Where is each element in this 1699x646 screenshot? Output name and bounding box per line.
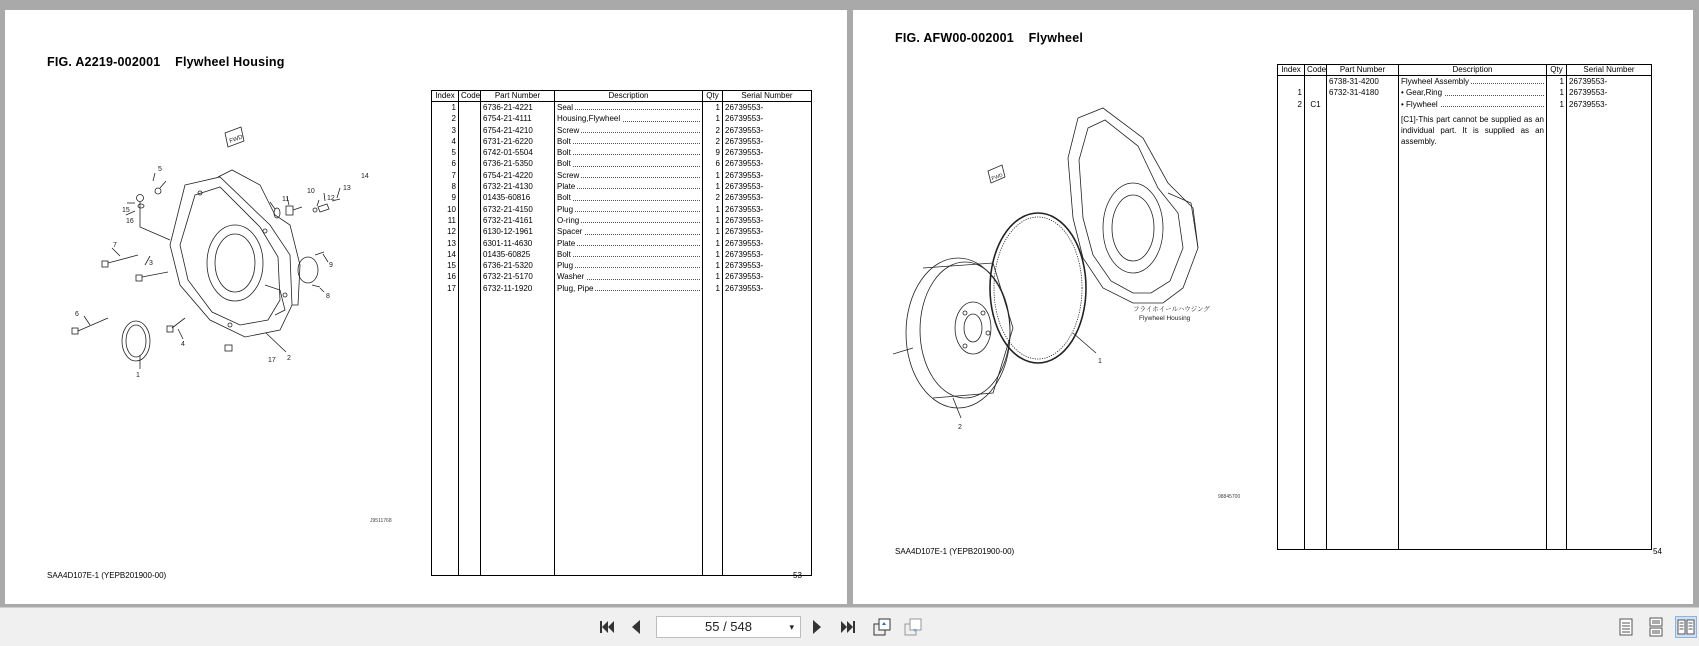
cell-qty: 2 <box>703 192 723 203</box>
cell-qty: 1 <box>703 113 723 124</box>
cell-part-number: 6742-01-5504 <box>481 147 555 158</box>
cell-qty: 6 <box>703 158 723 169</box>
continuous-view-icon <box>1647 617 1665 637</box>
table-row <box>1278 99 1652 110</box>
cell-index: 1 <box>432 102 459 114</box>
callout-16: 16 <box>126 218 134 225</box>
cell-serial-number: 26739553- <box>723 158 812 169</box>
table-cell-empty <box>703 294 723 575</box>
cell-description: Bolt <box>555 147 703 158</box>
table-row <box>432 170 812 181</box>
cell-serial-number: 26739553- <box>723 170 812 181</box>
header-qty: Qty <box>1547 65 1567 76</box>
cell-part-number: 6130-12-1961 <box>481 226 555 237</box>
cell-part-number: 6754-21-4210 <box>481 125 555 136</box>
cell-description: Plate <box>555 181 703 192</box>
cell-code <box>459 181 481 192</box>
cell-index: 17 <box>432 283 459 294</box>
cell-serial-number: 26739553- <box>723 271 812 282</box>
callout-1: 1 <box>136 372 140 379</box>
cell-qty: 1 <box>703 170 723 181</box>
fig-title: FIG. A2219-002001 Flywheel Housing <box>47 55 285 69</box>
fwd-arrow-icon <box>225 127 244 147</box>
cell-qty: 1 <box>703 271 723 282</box>
cell-code <box>459 215 481 226</box>
table-cell-empty <box>1278 147 1305 550</box>
table-row <box>432 192 812 203</box>
prev-page-button[interactable] <box>625 616 647 638</box>
cell-code <box>459 136 481 147</box>
cell-code <box>459 102 481 114</box>
cell-qty: 1 <box>1547 99 1567 110</box>
cell-part-number: 6732-21-4150 <box>481 204 555 215</box>
page-number: 53 <box>793 571 802 580</box>
next-page-button[interactable] <box>806 616 828 638</box>
cell-description: Bolt <box>555 249 703 260</box>
cell-serial-number: 26739553- <box>723 215 812 226</box>
first-page-icon <box>598 618 616 636</box>
table-header-row <box>1278 65 1652 76</box>
cell-serial-number: 26739553- <box>723 147 812 158</box>
footer-model: SAA4D107E-1 (YEPB201900-00) <box>47 571 167 580</box>
header-part-number: Part Number <box>1327 65 1399 76</box>
cell-description: Spacer <box>555 226 703 237</box>
cell-index: 8 <box>432 181 459 192</box>
header-serial-number: Serial Number <box>723 91 812 102</box>
footer-model: SAA4D107E-1 (YEPB201900-00) <box>895 547 1015 556</box>
drawing-code: J9511768 <box>370 518 392 524</box>
cell-serial-number: 26739553- <box>723 136 812 147</box>
prev-page-icon <box>627 618 645 636</box>
table-cell-empty <box>1305 147 1327 550</box>
cell-code <box>459 147 481 158</box>
cell-description: Plug, Pipe <box>555 283 703 294</box>
table-note: [C1]-This part cannot be supplied as an individual part. It is supplied as an assembly. <box>1399 110 1547 147</box>
cell-index: 13 <box>432 238 459 249</box>
two-page-view-icon <box>1677 617 1695 637</box>
cell-serial-number: 26739553- <box>1567 76 1652 88</box>
svg-text:FWD: FWD <box>228 134 244 145</box>
cell-part-number: 6732-21-5170 <box>481 271 555 282</box>
cell-description: Screw <box>555 125 703 136</box>
table-row <box>432 181 812 192</box>
cell-qty: 1 <box>703 181 723 192</box>
cell-qty: 1 <box>703 283 723 294</box>
table-cell-empty <box>723 294 812 575</box>
header-description: Description <box>1399 65 1547 76</box>
cell-code <box>459 271 481 282</box>
table-row <box>1278 76 1652 88</box>
cell-serial-number: 26739553- <box>723 113 812 124</box>
table-row <box>1278 87 1652 98</box>
callout-5: 5 <box>158 166 162 173</box>
cell-part-number: 6754-21-4220 <box>481 170 555 181</box>
table-row <box>432 260 812 271</box>
next-page-icon <box>808 618 826 636</box>
callout-1: 1 <box>1098 358 1102 365</box>
continuous-view-button[interactable] <box>1645 616 1667 638</box>
table-cell-empty <box>1567 147 1652 550</box>
drawing-label-jp: フライホイールハウジング <box>1133 306 1210 313</box>
cell-serial-number: 26739553- <box>1567 99 1652 110</box>
table-row <box>432 283 812 294</box>
cell-index: 7 <box>432 170 459 181</box>
callout-3: 3 <box>149 260 153 267</box>
cell-serial-number: 26739553- <box>723 283 812 294</box>
cell-code <box>459 158 481 169</box>
cell-code <box>459 226 481 237</box>
fwd-arrow-icon <box>988 165 1005 183</box>
cell-index: 15 <box>432 260 459 271</box>
cell-code <box>1305 87 1327 98</box>
cell-description: Plug <box>555 260 703 271</box>
header-part-number: Part Number <box>481 91 555 102</box>
cell-index: 12 <box>432 226 459 237</box>
table-row <box>432 238 812 249</box>
drawing-code: 98845700 <box>1218 494 1241 500</box>
callout-4: 4 <box>181 341 185 348</box>
left-page <box>5 10 847 604</box>
parts-table <box>1277 64 1652 550</box>
table-row <box>432 271 812 282</box>
cell-code <box>459 192 481 203</box>
cell-part-number: 01435-60816 <box>481 192 555 203</box>
cell-qty: 9 <box>703 147 723 158</box>
cell-index <box>1278 76 1305 88</box>
cell-qty: 1 <box>703 215 723 226</box>
cell-qty: 2 <box>703 136 723 147</box>
callout-11: 11 <box>282 196 290 203</box>
flywheel-housing-drawing <box>60 115 380 385</box>
table-cell-empty <box>1399 147 1547 550</box>
cell-index: 4 <box>432 136 459 147</box>
cell-index: 16 <box>432 271 459 282</box>
cell-index: 9 <box>432 192 459 203</box>
table-cell-empty <box>1327 147 1399 550</box>
cell-index: 10 <box>432 204 459 215</box>
table-filler-row <box>1278 147 1652 550</box>
cell-description: Bolt <box>555 136 703 147</box>
cell-code <box>459 113 481 124</box>
cell-code <box>459 283 481 294</box>
table-row <box>432 113 812 124</box>
callout-10: 10 <box>307 188 315 195</box>
cell-qty: 1 <box>703 204 723 215</box>
last-page-button[interactable] <box>837 616 859 638</box>
table-cell-empty <box>1547 147 1567 550</box>
cell-index: 5 <box>432 147 459 158</box>
table-filler-row <box>432 294 812 575</box>
header-code: Code <box>1305 65 1327 76</box>
table-cell-empty <box>432 294 459 575</box>
cell-part-number: 6754-21-4111 <box>481 113 555 124</box>
first-page-button[interactable] <box>596 616 618 638</box>
cell-qty: 1 <box>703 226 723 237</box>
cell-part-number: 6736-21-5350 <box>481 158 555 169</box>
single-page-view-icon <box>1617 617 1635 637</box>
cell-code <box>459 170 481 181</box>
cell-serial-number: 26739553- <box>723 260 812 271</box>
cell-description: • Flywheel <box>1399 99 1547 110</box>
cell-description: Housing,Flywheel <box>555 113 703 124</box>
cell-description: Plate <box>555 238 703 249</box>
table-cell-empty <box>481 294 555 575</box>
fig-title: FIG. AFW00-002001 Flywheel <box>895 31 1084 45</box>
table-row <box>432 226 812 237</box>
cell-code <box>459 249 481 260</box>
cell-part-number: 6732-21-4161 <box>481 215 555 226</box>
callout-7: 7 <box>113 242 117 249</box>
right-page <box>853 10 1693 604</box>
drawing-label-en: Flywheel Housing <box>1139 315 1191 322</box>
table-note-row <box>1278 110 1652 147</box>
cell-qty: 1 <box>703 238 723 249</box>
header-code: Code <box>459 91 481 102</box>
callout-6: 6 <box>75 311 79 318</box>
cell-description: Washer <box>555 271 703 282</box>
two-page-view-button[interactable] <box>1675 616 1697 638</box>
cell-description: Seal <box>555 102 703 114</box>
toggle-page-button[interactable] <box>902 616 924 638</box>
callout-9: 9 <box>329 262 333 269</box>
table-cell-empty <box>459 294 481 575</box>
cell-index: 6 <box>432 158 459 169</box>
single-page-view-button[interactable] <box>1615 616 1637 638</box>
table-row <box>432 158 812 169</box>
flywheel-drawing <box>893 98 1223 438</box>
table-row <box>432 125 812 136</box>
cell-serial-number: 26739553- <box>723 125 812 136</box>
header-serial-number: Serial Number <box>1567 65 1652 76</box>
cell-part-number: 6732-21-4130 <box>481 181 555 192</box>
cell-qty: 1 <box>1547 87 1567 98</box>
cell-serial-number: 26739553- <box>1567 87 1652 98</box>
cell-part-number: 6736-21-5320 <box>481 260 555 271</box>
cell-code: C1 <box>1305 99 1327 110</box>
table-cell-empty <box>1327 110 1399 147</box>
callout-15: 15 <box>122 207 130 214</box>
toggle-page-icon <box>903 617 923 637</box>
cell-description: • Gear,Ring <box>1399 87 1547 98</box>
cell-qty: 1 <box>703 260 723 271</box>
header-index: Index <box>1278 65 1305 76</box>
cell-code <box>459 238 481 249</box>
cell-serial-number: 26739553- <box>723 204 812 215</box>
cell-part-number: 6738-31-4200 <box>1327 76 1399 88</box>
cell-serial-number: 26739553- <box>723 192 812 203</box>
cell-code <box>459 125 481 136</box>
cell-index: 2 <box>432 113 459 124</box>
cell-serial-number: 26739553- <box>723 238 812 249</box>
cell-serial-number: 26739553- <box>723 249 812 260</box>
cell-index: 14 <box>432 249 459 260</box>
cell-code <box>1305 76 1327 88</box>
cell-part-number: 01435-60825 <box>481 249 555 260</box>
callout-8: 8 <box>326 293 330 300</box>
viewer-toolbar <box>0 607 1699 646</box>
cell-part-number: 6736-21-4221 <box>481 102 555 114</box>
cell-description: O-ring <box>555 215 703 226</box>
cell-part-number: 6732-31-4180 <box>1327 87 1399 98</box>
cell-index: 11 <box>432 215 459 226</box>
table-row <box>432 147 812 158</box>
callout-2: 2 <box>287 355 291 362</box>
parts-table <box>431 90 812 576</box>
cell-index: 3 <box>432 125 459 136</box>
table-row <box>432 136 812 147</box>
cell-qty: 1 <box>703 249 723 260</box>
cell-part-number: 6301-11-4630 <box>481 238 555 249</box>
cell-code <box>459 260 481 271</box>
cell-serial-number: 26739553- <box>723 226 812 237</box>
page-number: 54 <box>1653 547 1662 556</box>
table-row <box>432 204 812 215</box>
chevron-down-icon: ▾ <box>789 622 794 632</box>
cell-part-number <box>1327 99 1399 110</box>
cell-part-number: 6732-11-1920 <box>481 283 555 294</box>
page-number-select[interactable] <box>656 616 801 638</box>
header-index: Index <box>432 91 459 102</box>
cell-qty: 2 <box>703 125 723 136</box>
rotate-page-icon <box>872 617 892 637</box>
table-row <box>432 215 812 226</box>
svg-text:FWD: FWD <box>990 172 1004 183</box>
cell-description: Screw <box>555 170 703 181</box>
callout-14: 14 <box>361 173 369 180</box>
cell-index: 1 <box>1278 87 1305 98</box>
cell-index: 2 <box>1278 99 1305 110</box>
cell-part-number: 6731-21-6220 <box>481 136 555 147</box>
cell-description: Flywheel Assembly <box>1399 76 1547 88</box>
cell-serial-number: 26739553- <box>723 181 812 192</box>
cell-description: Bolt <box>555 192 703 203</box>
table-cell-empty <box>1305 110 1327 147</box>
cell-code <box>459 204 481 215</box>
table-cell-empty <box>1278 110 1305 147</box>
table-header-row <box>432 91 812 102</box>
table-cell-empty <box>1547 110 1567 147</box>
callout-17: 17 <box>268 357 276 364</box>
cell-description: Plug <box>555 204 703 215</box>
header-description: Description <box>555 91 703 102</box>
page-indicator: 55 / 548 <box>705 619 752 634</box>
table-row <box>432 102 812 114</box>
callout-13: 13 <box>343 185 351 192</box>
rotate-page-button[interactable] <box>871 616 893 638</box>
header-qty: Qty <box>703 91 723 102</box>
table-cell-empty <box>1567 110 1652 147</box>
cell-serial-number: 26739553- <box>723 102 812 114</box>
callout-12: 12 <box>327 195 335 202</box>
last-page-icon <box>839 618 857 636</box>
cell-qty: 1 <box>703 102 723 114</box>
table-row <box>432 249 812 260</box>
cell-qty: 1 <box>1547 76 1567 88</box>
table-cell-empty <box>555 294 703 575</box>
cell-description: Bolt <box>555 158 703 169</box>
callout-2: 2 <box>958 424 962 431</box>
